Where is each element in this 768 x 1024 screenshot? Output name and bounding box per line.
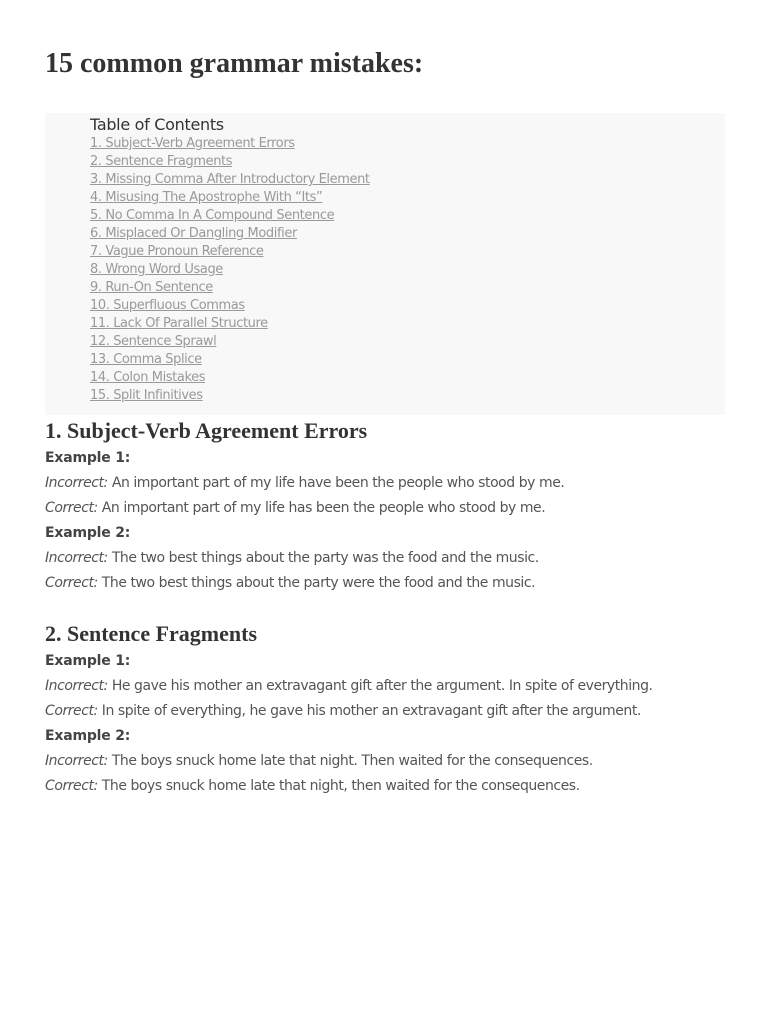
toc-item <box>90 225 370 243</box>
incorrect-text: An important part of my life have been the people who stood by me. <box>111 475 565 491</box>
toc-link-8[interactable]: 8. Wrong Word Usage <box>90 262 223 277</box>
correct-text: An important part of my life has been the people who stood by me. <box>101 500 546 516</box>
toc-item <box>90 387 370 405</box>
correct-example <box>45 699 725 724</box>
toc-link-6[interactable]: 6. Misplaced Or Dangling Modifier <box>90 226 297 241</box>
toc-item <box>90 207 370 225</box>
section-sentence-fragments <box>45 619 725 799</box>
toc-link-5[interactable]: 5. No Comma In A Compound Sentence <box>90 208 335 223</box>
toc-link-15[interactable]: 15. Split Infinitives <box>90 388 203 403</box>
example-label: Example 2: <box>45 728 131 744</box>
toc-item <box>90 243 370 261</box>
incorrect-text: He gave his mother an extravagant gift after the argument. In spite of everything. <box>111 678 653 694</box>
correct-tag: Correct: <box>45 575 98 591</box>
incorrect-tag: Incorrect: <box>45 753 108 769</box>
toc-link-11[interactable]: 11. Lack Of Parallel Structure <box>90 316 268 331</box>
toc-item <box>90 189 370 207</box>
example-label: Example 1: <box>45 450 131 466</box>
table-of-contents <box>45 113 725 415</box>
toc-item <box>90 333 370 351</box>
section-subject-verb-agreement <box>45 416 725 596</box>
toc-link-9[interactable]: 9. Run-On Sentence <box>90 280 213 295</box>
correct-text: The two best things about the party were the food and the music. <box>101 575 536 591</box>
toc-item <box>90 135 370 153</box>
toc-item <box>90 315 370 333</box>
correct-tag: Correct: <box>45 703 98 719</box>
correct-text: In spite of everything, he gave his mother an extravagant gift after the argument. <box>101 703 641 719</box>
correct-tag: Correct: <box>45 500 98 516</box>
section-heading: 2. Sentence Fragments <box>45 621 258 646</box>
incorrect-tag: Incorrect: <box>45 550 108 566</box>
toc-link-14[interactable]: 14. Colon Mistakes <box>90 370 206 385</box>
toc-item <box>90 153 370 171</box>
toc-link-13[interactable]: 13. Comma Splice <box>90 352 202 367</box>
example-label: Example 1: <box>45 653 131 669</box>
example-label: Example 2: <box>45 525 131 541</box>
incorrect-example <box>45 674 725 699</box>
toc-link-7[interactable]: 7. Vague Pronoun Reference <box>90 244 264 259</box>
toc-link-3[interactable]: 3. Missing Comma After Introductory Element <box>90 172 370 187</box>
correct-tag: Correct: <box>45 778 98 794</box>
section-heading: 1. Subject-Verb Agreement Errors <box>45 418 368 443</box>
toc-item <box>90 279 370 297</box>
toc-link-4[interactable]: 4. Misusing The Apostrophe With “Its” <box>90 190 323 205</box>
incorrect-text: The boys snuck home late that night. Then waited for the consequences. <box>111 753 593 769</box>
toc-item <box>90 171 370 189</box>
incorrect-example <box>45 749 725 774</box>
toc-item <box>90 351 370 369</box>
page-title: 15 common grammar mistakes: <box>45 48 424 79</box>
incorrect-text: The two best things about the party was the food and the music. <box>111 550 539 566</box>
toc-link-2[interactable]: 2. Sentence Fragments <box>90 154 233 169</box>
toc-link-10[interactable]: 10. Superfluous Commas <box>90 298 245 313</box>
toc-link-12[interactable]: 12. Sentence Sprawl <box>90 334 217 349</box>
incorrect-tag: Incorrect: <box>45 678 108 694</box>
toc-link-1[interactable]: 1. Subject-Verb Agreement Errors <box>90 136 295 151</box>
correct-example <box>45 571 725 596</box>
correct-example <box>45 774 725 799</box>
correct-text: The boys snuck home late that night, then waited for the consequences. <box>101 778 580 794</box>
incorrect-example <box>45 546 725 571</box>
toc-item <box>90 297 370 315</box>
toc-item <box>90 261 370 279</box>
incorrect-tag: Incorrect: <box>45 475 108 491</box>
incorrect-example <box>45 471 725 496</box>
toc-title: Table of Contents <box>90 115 224 134</box>
toc-list <box>90 135 370 405</box>
toc-item <box>90 369 370 387</box>
correct-example <box>45 496 725 521</box>
